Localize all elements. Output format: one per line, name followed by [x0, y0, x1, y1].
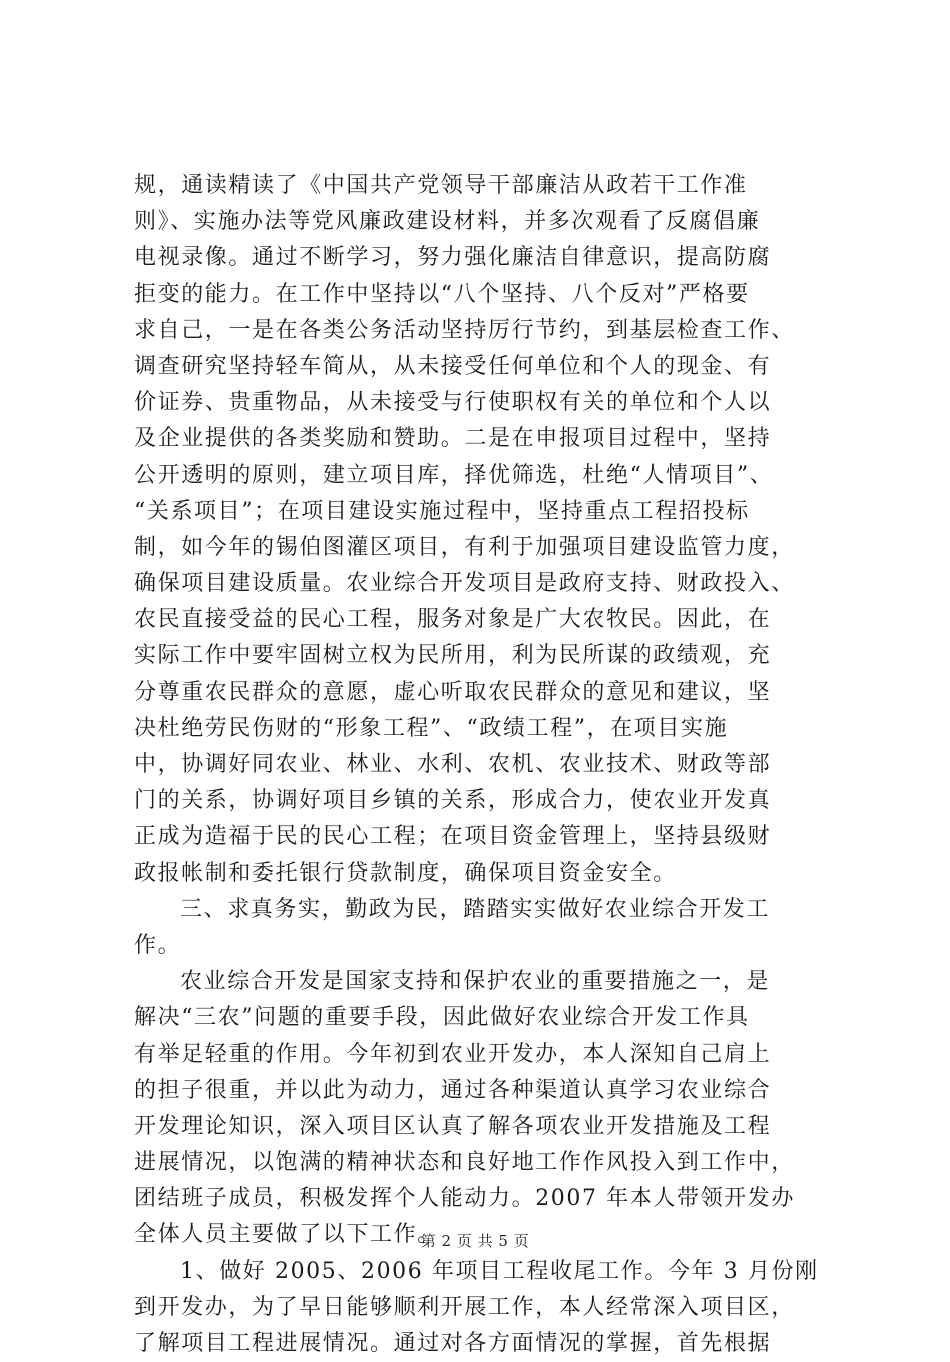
text-line: 电视录像。通过不断学习，努力强化廉洁自律意识，提高防腐	[134, 245, 772, 271]
text-line: 政报帐制和委托银行贷款制度，确保项目资金安全。	[134, 860, 677, 886]
text-line: 决杜绝劳民伤财的“形象工程”、“政绩工程”，在项目实施	[134, 715, 729, 741]
text-line: 团结班子成员，积极发挥个人能动力。2007 年本人带领开发办	[134, 1186, 795, 1212]
text-line: 实际工作中要牢固树立权为民所用，利为民所谋的政绩观，充	[134, 643, 772, 669]
text-line: 农业综合开发是国家支持和保护农业的重要措施之一，是	[180, 969, 771, 995]
text-line: 公开透明的原则，建立项目库，择优筛选，杜绝“人情项目”、	[134, 462, 774, 488]
text-line: 的担子很重，并以此为动力，通过各种渠道认真学习农业综合	[134, 1077, 772, 1103]
text-line: 三、求真务实，勤政为民，踏踏实实做好农业综合开发工	[180, 896, 771, 922]
text-line: 中，协调好同农业、林业、水利、农机、农业技术、财政等部	[134, 752, 772, 777]
text-line: 了解项目工程进展情况。通过对各方面情况的掌握，首先根据	[134, 1331, 772, 1356]
text-line: 开发理论知识，深入项目区认真了解各项农业开发措施及工程	[134, 1113, 772, 1139]
text-line: 拒变的能力。在工作中坚持以“八个坚持、八个反对”严格要	[134, 281, 750, 307]
text-line: 制，如今年的锡伯图灌区项目，有利于加强项目建设监管力度，	[134, 534, 795, 560]
text-line: 解决“三农”问题的重要手段，因此做好农业综合开发工作具	[134, 1005, 750, 1031]
page-footer: 第 2 页 共 5 页	[420, 1232, 530, 1250]
text-line: 确保项目建设质量。农业综合开发项目是政府支持、财政投入、	[134, 571, 795, 597]
text-line: 则》、实施办法等党风廉政建设材料，并多次观看了反腐倡廉	[134, 209, 761, 235]
text-line: 求自己，一是在各类公务活动坚持厉行节约，到基层检查工作、	[134, 317, 795, 343]
text-line: 价证券、贵重物品，从未接受与行使职权有关的单位和个人以	[134, 390, 772, 416]
text-line: 调查研究坚持轻车简从，从未接受任何单位和个人的现金、有	[134, 353, 772, 379]
text-line: 到开发办，为了早日能够顺利开展工作，本人经常深入项目区，	[134, 1294, 795, 1320]
text-line: 正成为造福于民的民心工程；在项目资金管理上，坚持县级财	[134, 824, 772, 850]
text-line: 进展情况，以饱满的精神状态和良好地工作作风投入到工作中，	[134, 1150, 795, 1176]
text-line: 农民直接受益的民心工程，服务对象是广大农牧民。因此，在	[134, 607, 772, 633]
text-line: “关系项目”；在项目建设实施过程中，坚持重点工程招投标	[134, 498, 750, 524]
body-text	[134, 168, 834, 1362]
text-line: 及企业提供的各类奖励和赞助。二是在申报项目过程中，坚持	[134, 426, 772, 452]
text-line: 作。	[134, 932, 182, 958]
text-line: 规，通读精读了《中国共产党领导干部廉洁从政若干工作准	[134, 173, 748, 198]
text-line: 门的关系，协调好项目乡镇的关系，形成合力，使农业开发真	[134, 788, 772, 814]
text-line: 有举足轻重的作用。今年初到农业开发办，本人深知自己肩上	[134, 1041, 772, 1067]
text-line: 全体人员主要做了以下工作。	[134, 1222, 441, 1248]
text-line: 1、做好 2005、2006 年项目工程收尾工作。今年 3 月份刚	[180, 1258, 819, 1284]
text-line: 分尊重农民群众的意愿，虚心听取农民群众的意见和建议，坚	[134, 679, 772, 705]
